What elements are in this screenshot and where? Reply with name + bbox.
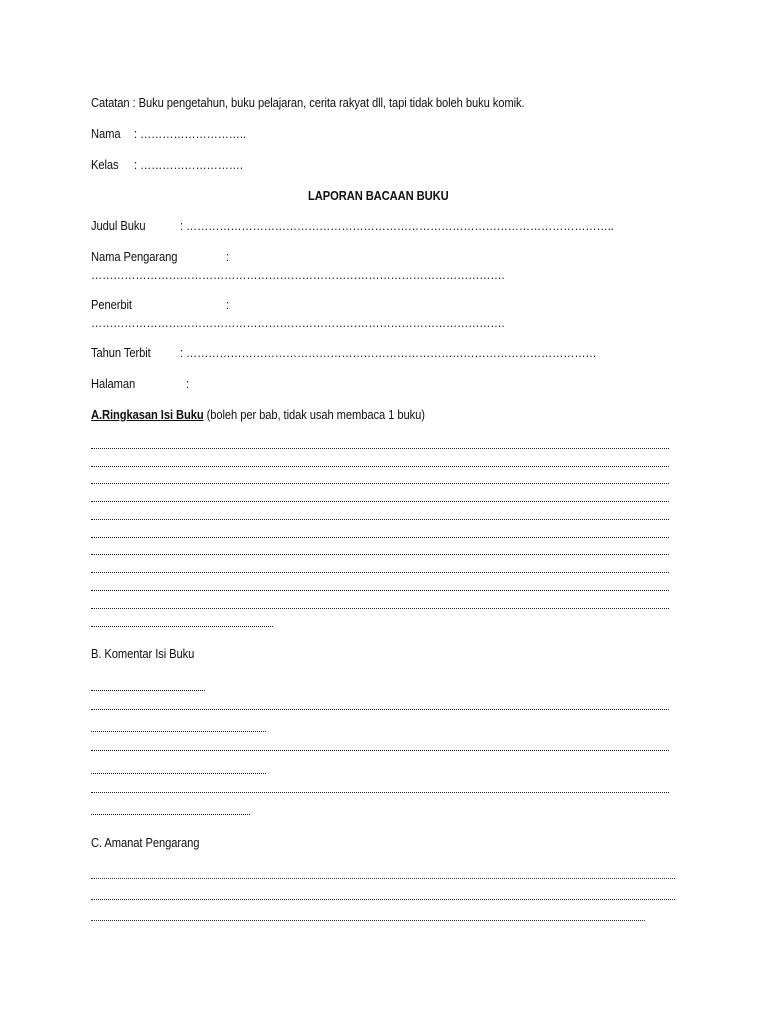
writing-line xyxy=(91,626,273,627)
writing-line xyxy=(91,448,669,449)
writing-line xyxy=(91,899,675,900)
writing-line xyxy=(91,814,250,815)
writing-line xyxy=(91,792,669,793)
note-text: Catatan : Buku pengetahun, buku pelajaran, cerita rakyat dll, tapi tidak boleh buku komik. xyxy=(91,95,525,110)
writing-line xyxy=(91,608,669,609)
judul-label: Judul Buku xyxy=(91,218,146,233)
section-b-heading: B. Komentar Isi Buku xyxy=(91,646,195,661)
halaman-colon: : xyxy=(186,376,190,391)
writing-line xyxy=(91,709,669,710)
writing-line xyxy=(91,519,669,520)
pengarang-dots: …………………………………………………………………………………………………. xyxy=(91,267,505,282)
judul-value: : …………………………………………………………………………………………………….. xyxy=(180,218,614,233)
writing-line xyxy=(91,501,669,502)
writing-line xyxy=(91,773,266,774)
tahun-value: : ………………………………………………………………………………………………… xyxy=(180,345,597,360)
halaman-label: Halaman xyxy=(91,376,136,391)
section-a-heading-line xyxy=(91,408,425,421)
section-c-heading: C. Amanat Pengarang xyxy=(91,835,200,850)
writing-line xyxy=(91,920,645,921)
tahun-label: Tahun Terbit xyxy=(91,345,151,360)
writing-line xyxy=(91,750,669,751)
section-a-note: (boleh per bab, tidak usah membaca 1 buku) xyxy=(203,407,425,422)
penerbit-dots: …………………………………………………………………………………………………. xyxy=(91,315,505,330)
penerbit-label: Penerbit xyxy=(91,297,132,312)
kelas-value: : ………………………. xyxy=(134,157,243,172)
kelas-label: Kelas xyxy=(91,157,119,172)
writing-line xyxy=(91,590,669,591)
page-title: LAPORAN BACAAN BUKU xyxy=(308,188,449,203)
pengarang-colon: : xyxy=(226,249,230,264)
writing-line xyxy=(91,690,205,691)
section-a-heading: A.Ringkasan Isi Buku xyxy=(91,407,204,422)
writing-line xyxy=(91,731,266,732)
writing-line xyxy=(91,537,669,538)
writing-line xyxy=(91,466,669,467)
writing-line xyxy=(91,572,669,573)
penerbit-colon: : xyxy=(226,297,230,312)
writing-line xyxy=(91,554,669,555)
nama-value: : ……………………….. xyxy=(134,126,246,141)
pengarang-label: Nama Pengarang xyxy=(91,249,178,264)
nama-label: Nama xyxy=(91,126,121,141)
writing-line xyxy=(91,878,675,879)
writing-line xyxy=(91,483,669,484)
